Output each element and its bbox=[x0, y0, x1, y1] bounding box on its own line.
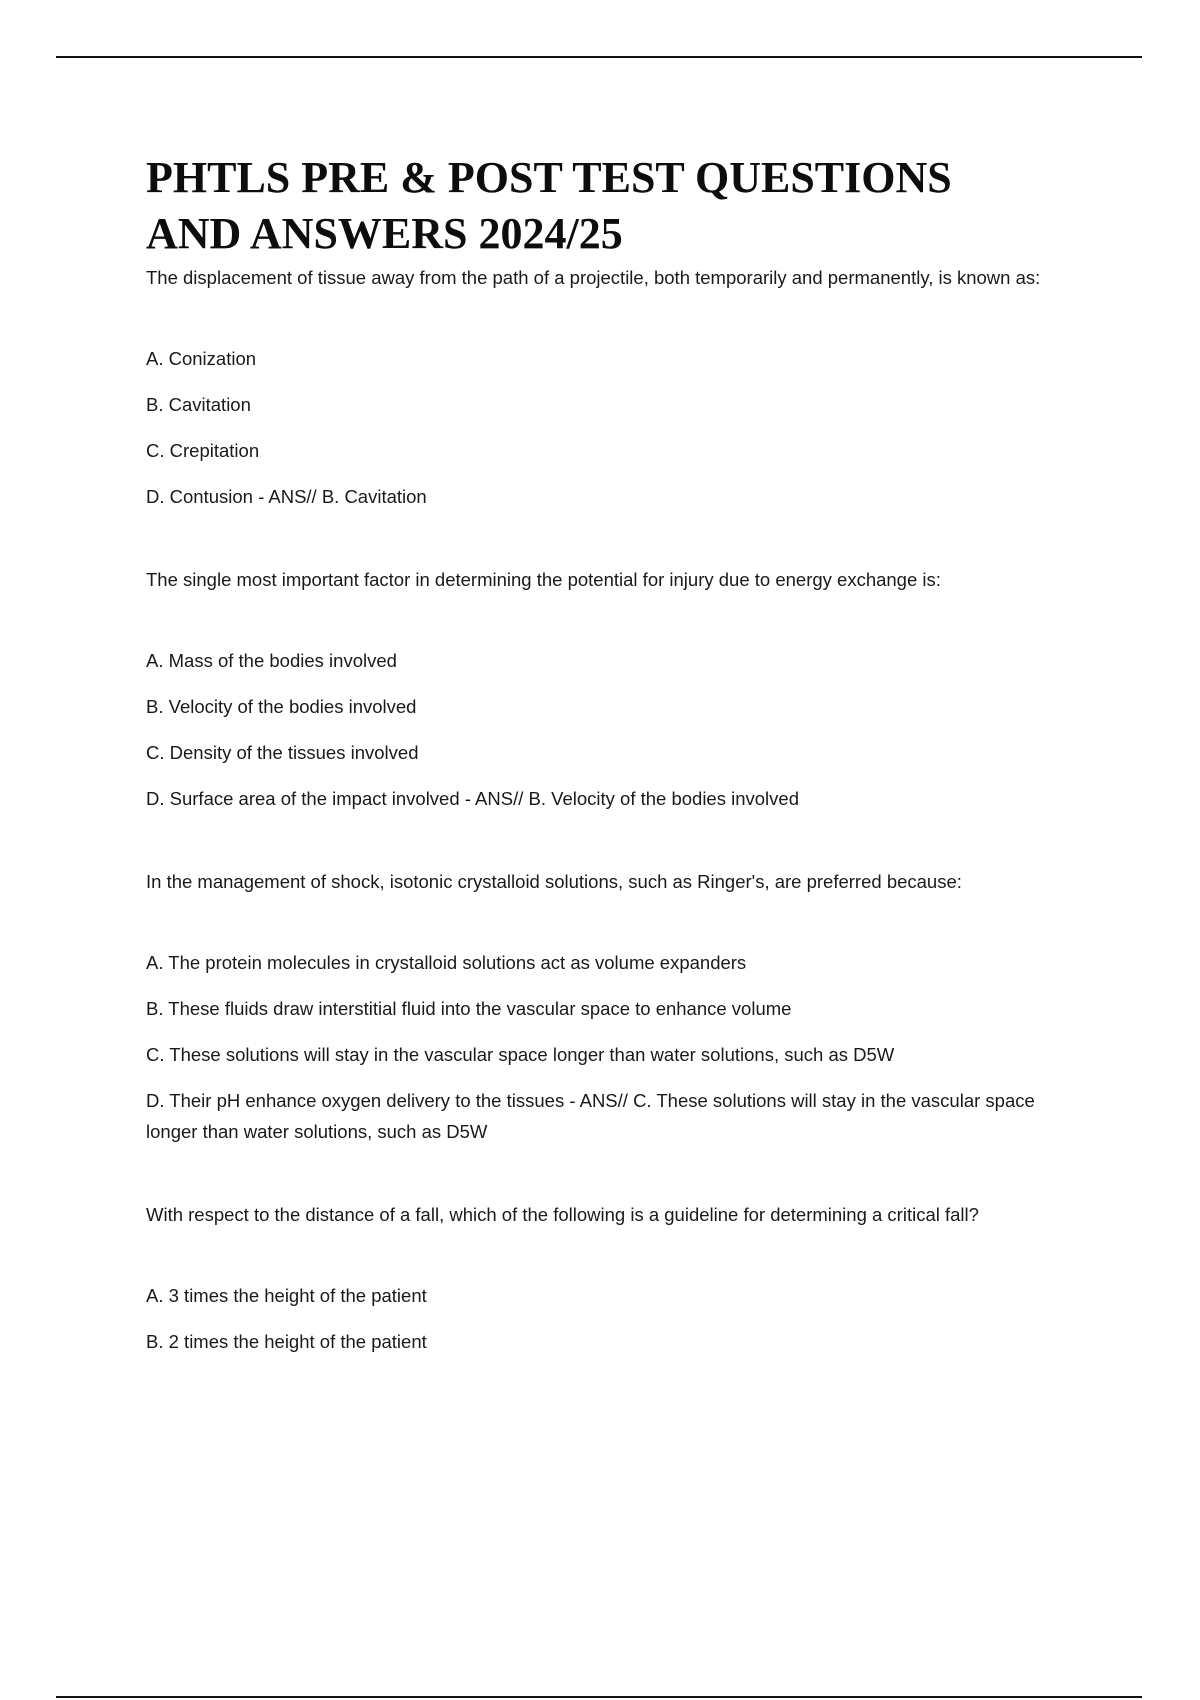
question-text: The displacement of tissue away from the path of a projectile, both temporarily and permanently, is known as: bbox=[146, 267, 1041, 288]
option-d: D. Contusion - ANS// B. Cavitation bbox=[146, 486, 427, 507]
title-line-1: PHTLS PRE & POST TEST QUESTIONS bbox=[146, 153, 952, 202]
option-c: C. These solutions will stay in the vascular space longer than water solutions, such as D5W bbox=[146, 1044, 895, 1065]
option-c: C. Crepitation bbox=[146, 440, 260, 461]
option-d: D. Their pH enhance oxygen delivery to the tissues - ANS// C. These solutions will stay in the vascular space longer than water solutions, such as D5W bbox=[146, 1090, 1035, 1142]
option-a: A. Mass of the bodies involved bbox=[146, 650, 397, 671]
option-a: A. 3 times the height of the patient bbox=[146, 1285, 427, 1306]
document-title bbox=[146, 150, 1076, 262]
answer-options bbox=[146, 947, 1076, 1147]
answer-options bbox=[146, 343, 1076, 512]
option-a: A. The protein molecules in crystalloid solutions act as volume expanders bbox=[146, 952, 747, 973]
top-rule bbox=[56, 56, 1142, 58]
question-text: In the management of shock, isotonic crystalloid solutions, such as Ringer's, are preferred because: bbox=[146, 871, 962, 892]
bottom-rule bbox=[56, 1696, 1142, 1698]
option-b: B. Cavitation bbox=[146, 394, 251, 415]
answer-options bbox=[146, 645, 1076, 814]
option-b: B. Velocity of the bodies involved bbox=[146, 696, 417, 717]
option-b: B. These fluids draw interstitial fluid into the vascular space to enhance volume bbox=[146, 998, 792, 1019]
question-text: The single most important factor in determining the potential for injury due to energy exchange is: bbox=[146, 569, 941, 590]
question-3 bbox=[146, 866, 1076, 1147]
option-d: D. Surface area of the impact involved - ANS// B. Velocity of the bodies involved bbox=[146, 788, 799, 809]
document-body bbox=[146, 150, 1076, 1357]
option-b: B. 2 times the height of the patient bbox=[146, 1331, 427, 1352]
question-1 bbox=[146, 262, 1076, 512]
answer-options bbox=[146, 1280, 1076, 1357]
title-line-2: AND ANSWERS 2024/25 bbox=[146, 209, 623, 258]
question-4 bbox=[146, 1199, 1076, 1357]
question-text: With respect to the distance of a fall, which of the following is a guideline for determining a critical fall? bbox=[146, 1204, 979, 1225]
question-2 bbox=[146, 564, 1076, 814]
option-c: C. Density of the tissues involved bbox=[146, 742, 419, 763]
option-a: A. Conization bbox=[146, 348, 257, 369]
